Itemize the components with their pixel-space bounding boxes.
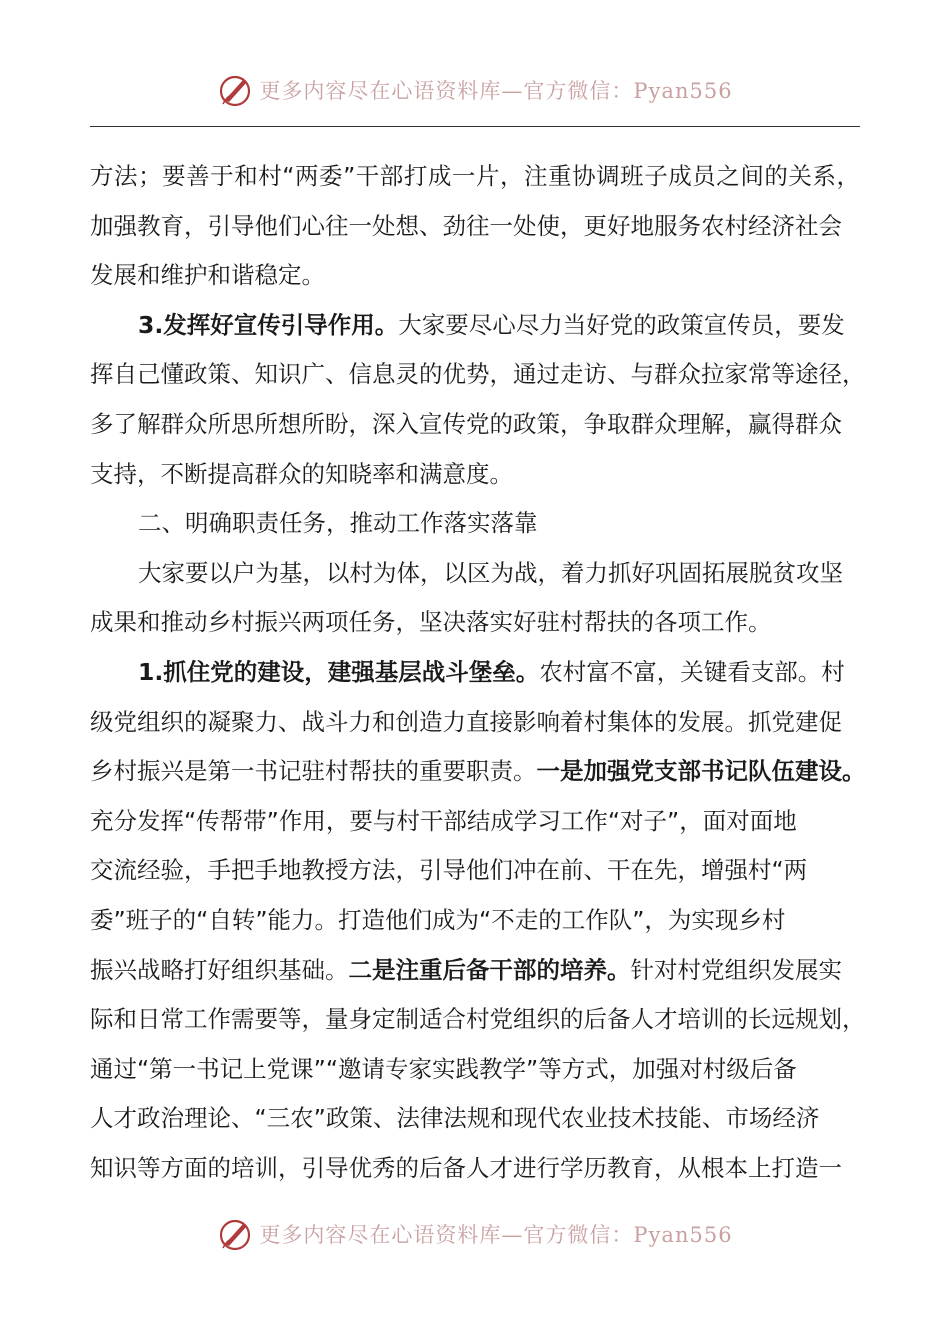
header-banner-text: 更多内容尽在心语资料库—官方微信：Pyan556 — [259, 79, 733, 103]
pen-logo-icon — [217, 72, 253, 108]
paragraph-first-line — [90, 648, 860, 698]
text-line: 知识等方面的培训，引导优秀的后备人才进行学历教育，从根本上打造一 — [90, 1153, 842, 1182]
text-line: 交流经验，手把手地教授方法，引导他们冲在前、干在先，增强村“两 — [90, 856, 808, 885]
section-heading: 二、明确职责任务，推动工作落实落靠 — [138, 509, 538, 538]
text-line: 充分发挥“传帮带”作用，要与村干部结成学习工作“对子”，面对面地 — [90, 806, 797, 835]
text-line: 多了解群众所思所想所盼，深入宣传党的政策，争取群众理解，赢得群众 — [90, 409, 842, 438]
text-span: 农村富不富，关键看支部。村 — [539, 657, 845, 686]
text-line: 方法；要善于和村“两委”干部打成一片，注重协调班子成员之间的关系， — [90, 162, 860, 190]
text-line: 成果和推动乡村振兴两项任务，坚决落实好驻村帮扶的各项工作。 — [90, 608, 772, 637]
text-span: 乡村振兴是第一书记驻村帮扶的重要职责。 — [90, 757, 537, 786]
footer-banner — [0, 1216, 950, 1252]
text-span: 振兴战略打好组织基础。 — [90, 955, 349, 984]
text-line: 加强教育，引导他们心往一处想、劲往一处使，更好地服务农村经济社会 — [90, 211, 842, 240]
bold-phrase: 一是加强党支部书记队伍建设。 — [536, 757, 866, 786]
text-line: 通过“第一书记上党课”“邀请专家实践教学”等方式，加强对村级后备 — [90, 1054, 797, 1083]
text-line: 际和日常工作需要等，量身定制适合村党组织的后备人才培训的长远规划， — [90, 1005, 866, 1034]
text-line: 挥自己懂政策、知识广、信息灵的优势，通过走访、与群众拉家常等途径， — [90, 360, 866, 389]
text-line: 大家要以户为基，以村为体，以区为战，着力抓好巩固拓展脱贫攻坚 — [138, 558, 843, 587]
text-line: 支持，不断提高群众的知晓率和满意度。 — [90, 459, 513, 488]
text-line: 委”班子的“自转”能力。打造他们成为“不走的工作队”，为实现乡村 — [90, 905, 786, 934]
header-divider — [90, 126, 860, 127]
bold-phrase: 二是注重后备干部的培养。 — [348, 955, 631, 984]
text-line: 发展和维护和谐稳定。 — [90, 261, 325, 290]
pen-logo-icon — [217, 1216, 253, 1252]
bold-subheading: 3.发挥好宣传引导作用。 — [138, 310, 399, 339]
text-line: 人才政治理论、“三农”政策、法律法规和现代农业技术技能、市场经济 — [90, 1104, 820, 1133]
document-body — [90, 152, 866, 1193]
bold-subheading: 1.抓住党的建设，建强基层战斗堡垒。 — [138, 657, 540, 686]
footer-banner-text: 更多内容尽在心语资料库—官方微信：Pyan556 — [259, 1223, 733, 1247]
text-span: 针对村党组织发展实 — [630, 955, 842, 984]
text-line: 级党组织的凝聚力、战斗力和创造力直接影响着村集体的发展。抓党建促 — [90, 707, 842, 736]
text-line — [90, 946, 860, 996]
paragraph-first-line — [90, 301, 860, 351]
text-line — [90, 747, 866, 797]
text-span: 大家要尽心尽力当好党的政策宣传员，要发 — [398, 310, 845, 339]
header-banner — [0, 72, 950, 108]
